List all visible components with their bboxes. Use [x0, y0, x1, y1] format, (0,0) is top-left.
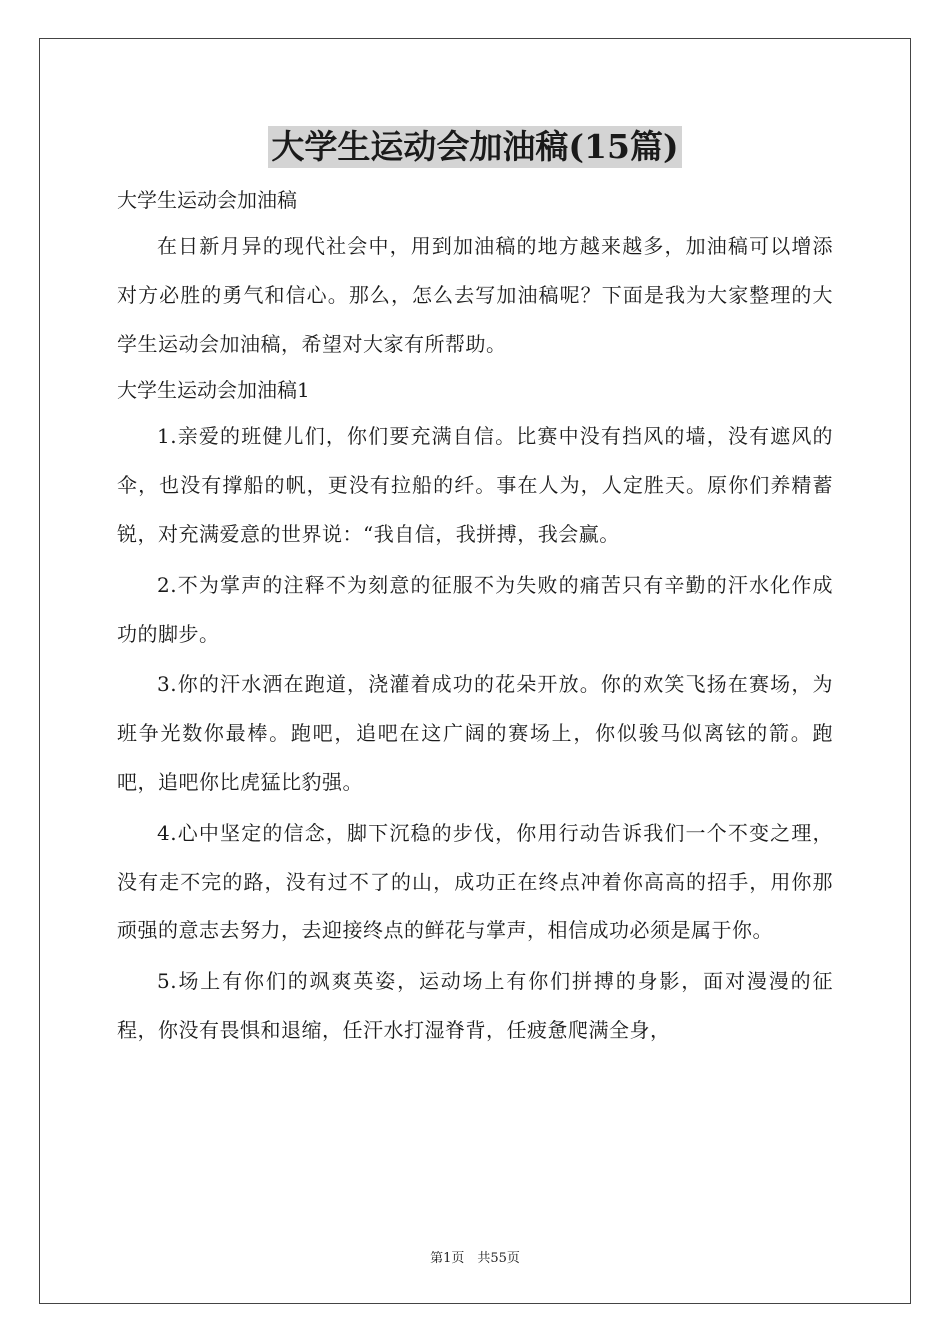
page-footer: 第1页 共55页 [430, 1251, 520, 1266]
cheer-paragraph-2: 2.不为掌声的注释不为刻意的征服不为失败的痛苦只有辛勤的汗水化作成功的脚步。 [117, 572, 833, 646]
cheer-paragraph-4: 4.心中坚定的信念，脚下沉稳的步伐，你用行动告诉我们一个不变之理，没有走不完的路，没有过不了的山，成功正在终点冲着你高高的招手，用你那顽强的意志去努力，去迎接终点的鲜花与掌声，相信成功必须是属于你。 [117, 820, 833, 943]
title-container [0, 126, 950, 168]
cheer-paragraph-1: 1.亲爱的班健儿们，你们要充满自信。比赛中没有挡风的墙，没有遮风的伞，也没有撑船的帆，更没有拉船的纤。事在人为，人定胜天。原你们养精蓄锐，对充满爱意的世界说：“我自信，我拼搏，我会赢。 [117, 424, 833, 546]
cheer-paragraph-3: 3.你的汗水洒在跑道，浇灌着成功的花朵开放。你的欢笑飞扬在赛场，为班争光数你最棒。跑吧，追吧在这广阔的赛场上，你似骏马似离铉的箭。跑吧，追吧你比虎猛比豹强。 [117, 672, 833, 794]
document-title: 大学生运动会加油稿(15篇) [268, 126, 681, 168]
cheer-paragraph-5: 5.场上有你们的飒爽英姿，运动场上有你们拼搏的身影，面对漫漫的征程，你没有畏惧和退缩，任汗水打湿脊背，任疲惫爬满全身， [117, 969, 833, 1042]
intro-paragraph: 在日新月异的现代社会中，用到加油稿的地方越来越多，加油稿可以增添对方必胜的勇气和信心。那么，怎么去写加油稿呢？下面是我为大家整理的大学生运动会加油稿，希望对大家有所帮助。 [117, 234, 833, 356]
section-heading-1: 大学生运动会加油稿1 [117, 378, 310, 403]
section-heading-intro: 大学生运动会加油稿 [117, 188, 297, 212]
document-body [117, 178, 833, 1055]
